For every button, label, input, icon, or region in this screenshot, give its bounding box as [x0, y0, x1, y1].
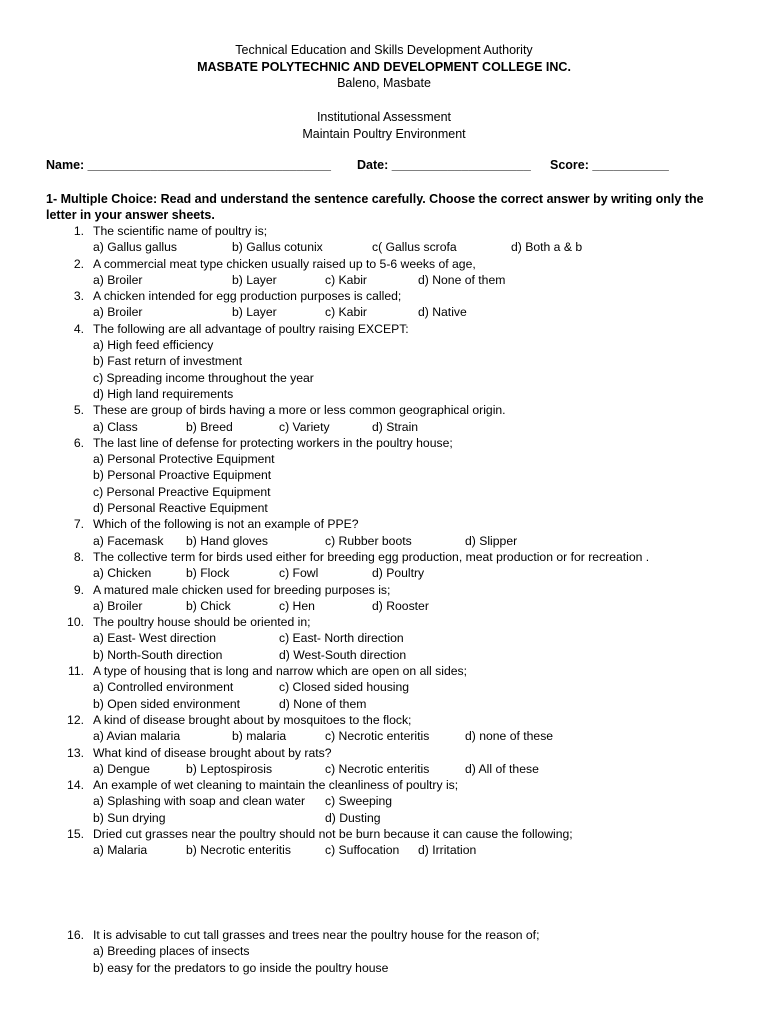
option-row — [46, 386, 746, 402]
option: b) Sun drying — [93, 810, 166, 825]
option: b) Personal Proactive Equipment — [93, 468, 272, 483]
question-number: 7. — [73, 517, 84, 532]
option: a) Facemask — [93, 533, 164, 548]
assessment-title-block — [0, 109, 768, 142]
question-number: 3. — [73, 289, 84, 304]
date-field: Date: ____________________ — [357, 158, 531, 172]
option: d) Slipper — [465, 533, 518, 548]
question — [46, 288, 746, 304]
option-row — [46, 484, 746, 500]
option: d) All of these — [465, 761, 539, 776]
option-row — [46, 943, 746, 959]
option: d) Rooster — [372, 598, 429, 613]
option-row — [46, 451, 746, 467]
option: a) Gallus gallus — [93, 240, 177, 255]
option-row — [46, 728, 746, 744]
question-number: 1. — [73, 224, 84, 238]
option: d) Native — [418, 305, 467, 320]
option: c( Gallus scrofa — [372, 240, 457, 255]
question-text: The scientific name of poultry is; — [93, 224, 268, 238]
option: c) Rubber boots — [325, 533, 412, 548]
option-row — [46, 598, 746, 614]
option: b) Open sided environment — [93, 696, 241, 711]
option: b) Breed — [186, 419, 233, 434]
assessment-title: Institutional Assessment — [316, 110, 452, 124]
option: b) Flock — [186, 566, 230, 581]
question-text: The last line of defense for protecting workers in the poultry house; — [93, 435, 453, 450]
question-number: 6. — [73, 435, 84, 450]
agency-name: Technical Education and Skills Development Authority — [235, 43, 533, 57]
option: c) Sweeping — [325, 794, 393, 809]
option-row — [46, 467, 746, 483]
option: b) North-South direction — [93, 647, 223, 662]
option: d) Poultry — [372, 566, 425, 581]
option: b) Hand gloves — [186, 533, 268, 548]
question-text: The poultry house should be oriented in; — [93, 615, 311, 630]
question-number: 5. — [73, 403, 84, 418]
college-name: MASBATE POLYTECHNIC AND DEVELOPMENT COLLEGE INC. — [197, 59, 571, 74]
question-text: A matured male chicken used for breeding purposes is; — [93, 582, 391, 597]
question-text: An example of wet cleaning to maintain the cleanliness of poultry is; — [93, 778, 459, 793]
option: d) None of them — [418, 272, 506, 287]
question-text: Dried cut grasses near the poultry should not be burn because it can cause the following; — [93, 826, 573, 841]
option: a) Breeding places of insects — [93, 944, 250, 959]
option: a) Chicken — [93, 566, 152, 581]
option: b) Necrotic enteritis — [186, 843, 291, 858]
option: d) Personal Reactive Equipment — [93, 501, 268, 516]
option-row — [46, 793, 746, 809]
option: a) Broiler — [93, 598, 143, 613]
option: d) Strain — [372, 419, 419, 434]
option-row — [46, 630, 746, 646]
option: a) Malaria — [93, 843, 148, 858]
option: c) East- North direction — [279, 631, 404, 646]
option-row — [46, 337, 746, 353]
question — [46, 435, 746, 451]
option-row — [46, 761, 746, 777]
question-text: What kind of disease brought about by rats? — [93, 745, 332, 760]
question-number: 12. — [67, 712, 84, 727]
question-text: The following are all advantage of poultry raising EXCEPT: — [93, 321, 409, 336]
option: a) Controlled environment — [93, 680, 234, 695]
option: c) Hen — [279, 598, 315, 613]
option: a) Avian malaria — [93, 729, 181, 744]
instructions: 1- Multiple Choice: Read and understand the sentence carefully. Choose the correct answer by writing only the letter in your answer sheets. — [46, 192, 704, 222]
question — [46, 777, 746, 793]
question-text: A commercial meat type chicken usually raised up to 5-6 weeks of age, — [93, 256, 476, 271]
assessment-subtitle: Maintain Poultry Environment — [302, 126, 466, 141]
option: c) Necrotic enteritis — [325, 729, 430, 744]
option: b) easy for the predators to go inside the poultry house — [93, 960, 389, 975]
option: c) Suffocation — [325, 843, 400, 858]
option: b) Fast return of investment — [93, 354, 243, 369]
option-row — [46, 272, 746, 288]
question-number: 8. — [73, 549, 84, 564]
option: a) High feed efficiency — [93, 338, 214, 353]
option: c) Kabir — [325, 272, 367, 287]
option: b) Leptospirosis — [186, 761, 273, 776]
question — [46, 745, 746, 761]
option: d) None of them — [279, 696, 367, 711]
option: c) Closed sided housing — [279, 680, 410, 695]
option: c) Necrotic enteritis — [325, 761, 430, 776]
option-row — [46, 533, 746, 549]
question-number: 4. — [73, 321, 84, 336]
question — [46, 321, 746, 337]
option-row — [46, 304, 746, 320]
question-list — [46, 223, 746, 859]
option-row — [46, 239, 746, 255]
question-list-continued — [46, 927, 746, 976]
option-row — [46, 960, 746, 976]
question — [46, 826, 746, 842]
option-row — [46, 842, 746, 858]
option: c) Spreading income throughout the year — [93, 370, 314, 385]
question-text: Which of the following is not an example of PPE? — [93, 517, 359, 532]
question — [46, 927, 746, 943]
option-row — [46, 353, 746, 369]
question-number: 16. — [67, 928, 84, 942]
option: c) Variety — [279, 419, 330, 434]
option: d) High land requirements — [93, 386, 234, 401]
question-text: These are group of birds having a more or less common geographical origin. — [93, 403, 506, 418]
question-number: 13. — [67, 745, 84, 760]
college-location: Baleno, Masbate — [337, 76, 431, 90]
option-row — [46, 647, 746, 663]
option-row — [46, 419, 746, 435]
option: a) Dengue — [93, 761, 150, 776]
option: d) Irritation — [418, 843, 477, 858]
question-text: It is advisable to cut tall grasses and trees near the poultry house for the reason of; — [93, 928, 540, 942]
option-row — [46, 565, 746, 581]
question — [46, 582, 746, 598]
name-field: Name: ___________________________________ — [46, 158, 331, 172]
option: d) West-South direction — [279, 647, 407, 662]
option: a) East- West direction — [93, 631, 217, 646]
question-number: 11. — [67, 664, 84, 679]
question — [46, 614, 746, 630]
option: a) Broiler — [93, 272, 143, 287]
question-text: A type of housing that is long and narrow which are open on all sides; — [93, 664, 467, 679]
question — [46, 516, 746, 532]
option: a) Personal Protective Equipment — [93, 452, 275, 467]
option-row — [46, 810, 746, 826]
option: b) Gallus cotunix — [232, 240, 323, 255]
question-number: 2. — [73, 256, 84, 271]
question — [46, 549, 746, 565]
question-text: The collective term for birds used either for breeding egg production, meat production or for recreation . — [93, 549, 650, 564]
option: a) Broiler — [93, 305, 143, 320]
score-field: Score: ___________ — [550, 158, 669, 172]
question — [46, 256, 746, 272]
question — [46, 712, 746, 728]
question-number: 15. — [67, 826, 84, 841]
option-row — [46, 370, 746, 386]
question-text: A chicken intended for egg production purposes is called; — [93, 289, 402, 304]
option: a) Splashing with soap and clean water — [93, 794, 306, 809]
option: d) none of these — [465, 729, 554, 744]
option: b) Chick — [186, 598, 231, 613]
question — [46, 663, 746, 679]
option-row — [46, 500, 746, 516]
option: d) Both a & b — [511, 240, 583, 255]
option-row — [46, 679, 746, 695]
question — [46, 223, 746, 239]
option-row — [46, 696, 746, 712]
question — [46, 402, 746, 418]
option: c) Fowl — [279, 566, 319, 581]
document-header — [0, 42, 768, 92]
question-text: A kind of disease brought about by mosquitoes to the flock; — [93, 712, 412, 727]
option: a) Class — [93, 419, 138, 434]
option: c) Personal Preactive Equipment — [93, 484, 271, 499]
option: b) Layer — [232, 305, 277, 320]
question-number: 10. — [67, 615, 84, 630]
option: d) Dusting — [325, 810, 381, 825]
option: b) Layer — [232, 272, 277, 287]
option: c) Kabir — [325, 305, 367, 320]
question-number: 14. — [67, 778, 84, 793]
question-number: 9. — [73, 582, 84, 597]
option: b) malaria — [232, 729, 287, 744]
